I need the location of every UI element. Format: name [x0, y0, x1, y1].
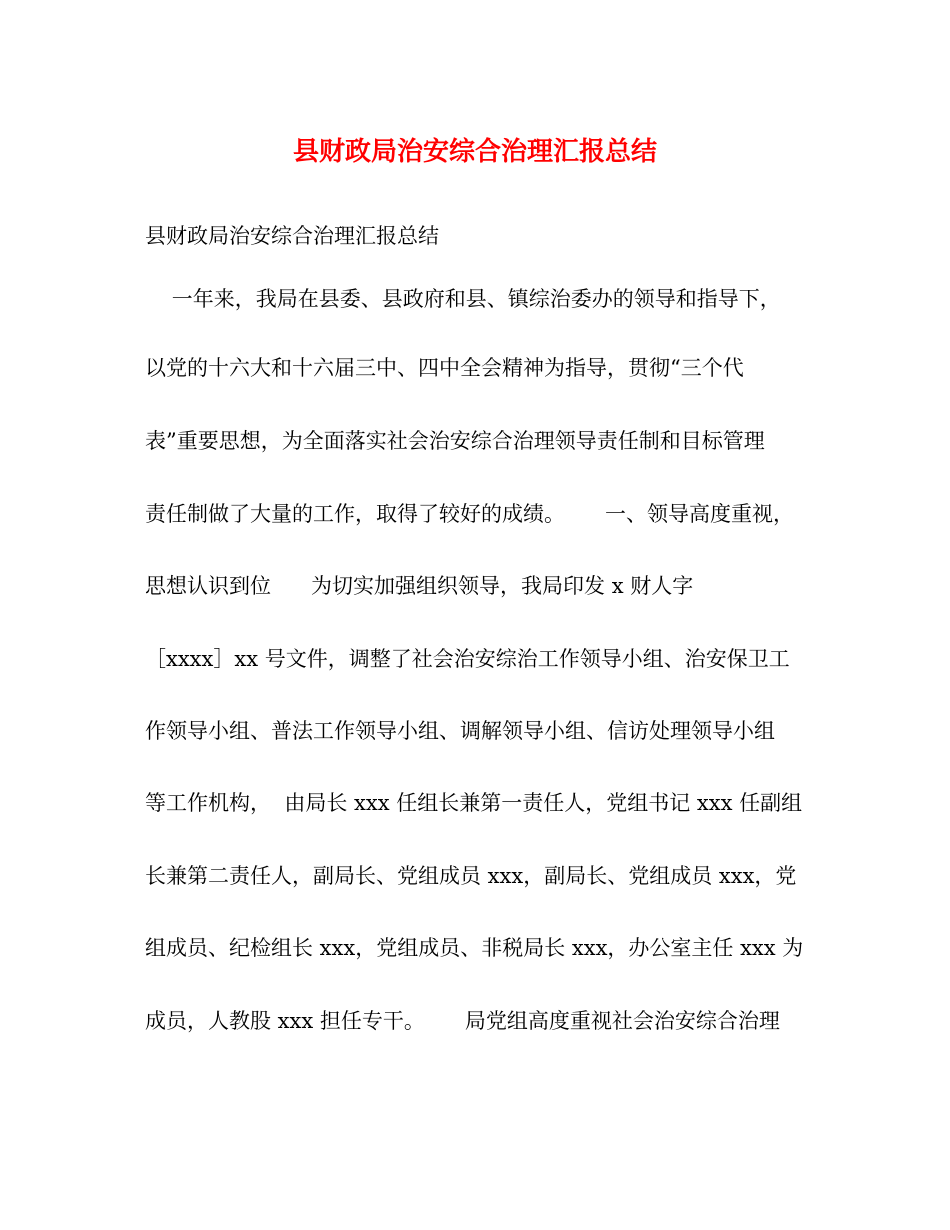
text-line: 以党的十六大和十六届三中、四中全会精神为指导，贯彻“三个代 — [145, 356, 744, 380]
text-line: 责任制做了大量的工作，取得了较好的成绩。 一、领导高度重视， — [145, 502, 795, 526]
text-line: 表”重要思想，为全面落实社会治安综合治理领导责任制和目标管理 — [145, 429, 765, 453]
text-line-subtitle: 县财政局治安综合治理汇报总结 — [145, 224, 439, 248]
text-line: 一年来，我局在县委、县政府和县、镇综治委办的领导和指导下， — [145, 287, 781, 311]
text-line: 长兼第二责任人，副局长、党组成员 xxx，副局长、党组成员 xxx，党 — [145, 864, 797, 888]
text-line: 成员，人教股 xxx 担任专干。 局党组高度重视社会治安综合治理 — [145, 1009, 780, 1033]
text-line: ［xxxx］xx 号文件，调整了社会治安综治工作领导小组、治安保卫工 — [145, 647, 790, 671]
text-line: 作领导小组、普法工作领导小组、调解领导小组、信访处理领导小组 — [145, 719, 775, 743]
text-line: 等工作机构， 由局长 xxx 任组长兼第一责任人，党组书记 xxx 任副组 — [145, 791, 803, 815]
text-line: 思想认识到位 为切实加强组织领导，我局印发 x 财人字 — [145, 574, 694, 598]
document-title: 县财政局治安综合治理汇报总结 — [292, 137, 657, 167]
text-line: 组成员、纪检组长 xxx，党组成员、非税局长 xxx，办公室主任 xxx 为 — [145, 936, 804, 960]
